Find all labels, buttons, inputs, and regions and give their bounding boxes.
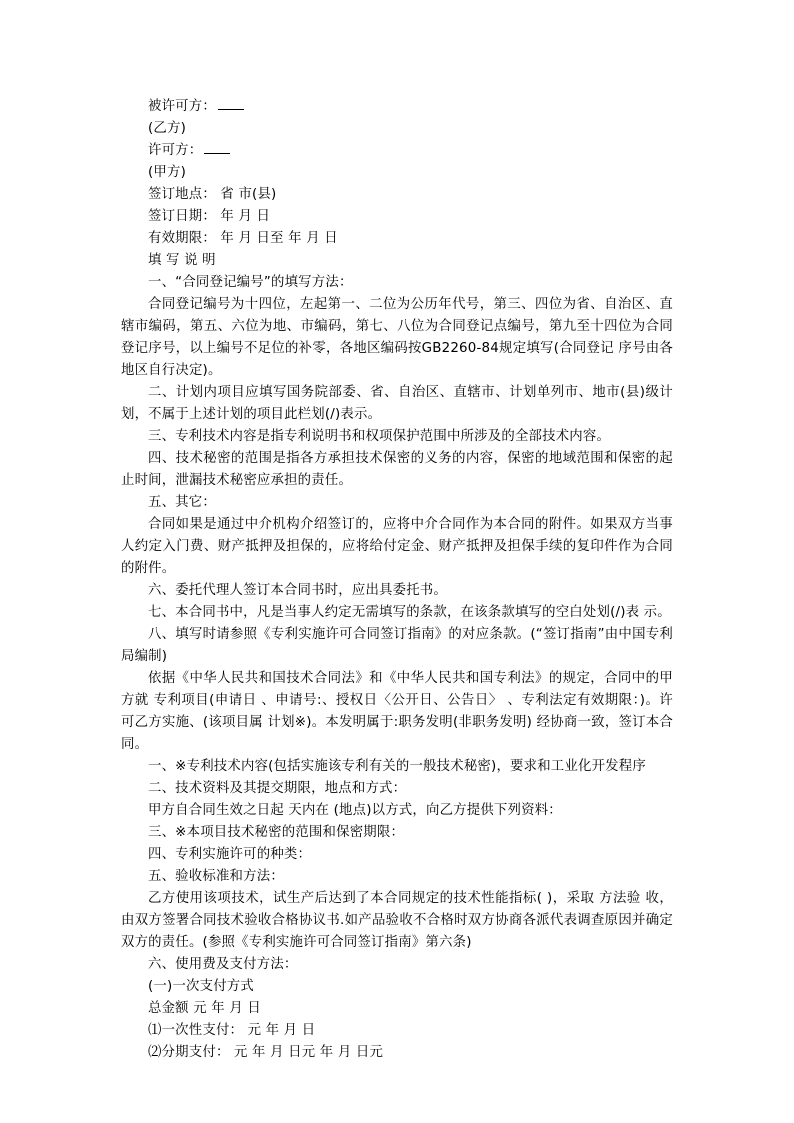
paragraph: 六、委托代理人签订本合同书时，应出具委托书。: [148, 583, 447, 598]
paragraph: ⑴一次性支付： 元 年 月 日: [148, 1023, 316, 1038]
paragraph: 四、专利实施许可的种类：: [148, 847, 312, 862]
paragraph: 甲方自合同生效之日起 天内在 (地点)以方式，向乙方提供下列资料：: [148, 803, 562, 818]
paragraph: 五、验收标准和方法：: [148, 869, 284, 884]
paragraph: 二、技术资料及其提交期限，地点和方式：: [148, 781, 407, 796]
paragraph: 六、使用费及支付方法：: [148, 957, 298, 972]
licensor-line: 许可方：: [121, 140, 673, 162]
document-body: [121, 96, 673, 1064]
paragraph: 三、专利技术内容是指专利说明书和权项保护范围中所涉及的全部技术内容。: [148, 429, 611, 444]
paragraph: 总金额 元 年 月 日: [148, 1001, 261, 1016]
paragraph: 三、※本项目技术秘密的范围和保密期限：: [148, 825, 405, 840]
paragraph: (一)一次支付方式: [148, 979, 254, 994]
paragraph: 八、填写时请参照《专利实施许可合同签订指南》的对应条款。(“签订指南”由中国专利局编制): [121, 627, 673, 664]
licensee-line: 被许可方：: [121, 96, 673, 118]
paragraph: 七、本合同书中，凡是当事人约定无需填写的条款，在该条款填写的空白处划(/)表 示。: [148, 605, 671, 620]
instructions-heading: 填 写 说 明: [148, 253, 216, 268]
paragraph: 四、技术秘密的范围是指各方承担技术保密的义务的内容，保密的地域范围和保密的起止时间，泄漏技术秘密应承担的责任。: [121, 451, 673, 488]
validity-period-line: 有效期限： 年 月 日至 年 月 日: [148, 231, 338, 246]
party-a-line: (甲方): [148, 165, 187, 180]
paragraph: 依据《中华人民共和国技术合同法》和《中华人民共和国专利法》的规定，合同中的甲方就 专利项目(申请日 、申请号:、授权日〈公开日、公告日〉 、专利法定有效期限：)。许可乙方实施、(该项目属 计划※)。本发明属于:职务发明(非职务发明) 经协商一致，签订本合同。: [121, 671, 673, 752]
licensor-blank: [204, 141, 230, 154]
paragraph: 乙方使用该项技术，试生产后达到了本合同规定的技术性能指标( )，采取 方法验 收，由双方签署合同技术验收合格协议书.如产品验收不合格时双方协商各派代表调查原因并确定双方的责任。(参照《专利实施许可合同签订指南》第六条): [121, 891, 673, 950]
paragraph: 合同如果是通过中介机构介绍签订的，应将中介合同作为本合同的附件。如果双方当事人约定入门费、财产抵押及担保的，应将给付定金、财产抵押及担保手续的复印件作为合同的附件。: [121, 517, 673, 576]
licensee-blank: [218, 97, 244, 110]
signing-place-line: 签订地点： 省 市(县): [148, 187, 277, 202]
paragraph: 合同登记编号为十四位，左起第一、二位为公历年代号，第三、四位为省、自治区、直辖市编码，第五、六位为地、市编码，第七、八位为合同登记点编号，第九至十四位为合同登记序号，以上编号不足位的补零，各地区编码按GB2260-84规定填写(合同登记 序号由各地区自行决定)。: [121, 297, 673, 378]
party-b-line: (乙方): [148, 121, 187, 136]
instruction-1-heading: 一、“合同登记编号”的填写方法：: [148, 275, 353, 290]
paragraph: ⑵分期支付： 元 年 月 日元 年 月 日元: [148, 1045, 384, 1060]
paragraph: 二、计划内项目应填写国务院部委、省、自治区、直辖市、计划单列市、地市(县)级计划，不属于上述计划的项目此栏划(/)表示。: [121, 385, 673, 422]
signing-date-line: 签订日期： 年 月 日: [148, 209, 271, 224]
paragraph: 一、※专利技术内容(包括实施该专利有关的一般技术秘密)，要求和工业化开发程序: [148, 759, 646, 774]
paragraph: 五、其它：: [148, 495, 216, 510]
